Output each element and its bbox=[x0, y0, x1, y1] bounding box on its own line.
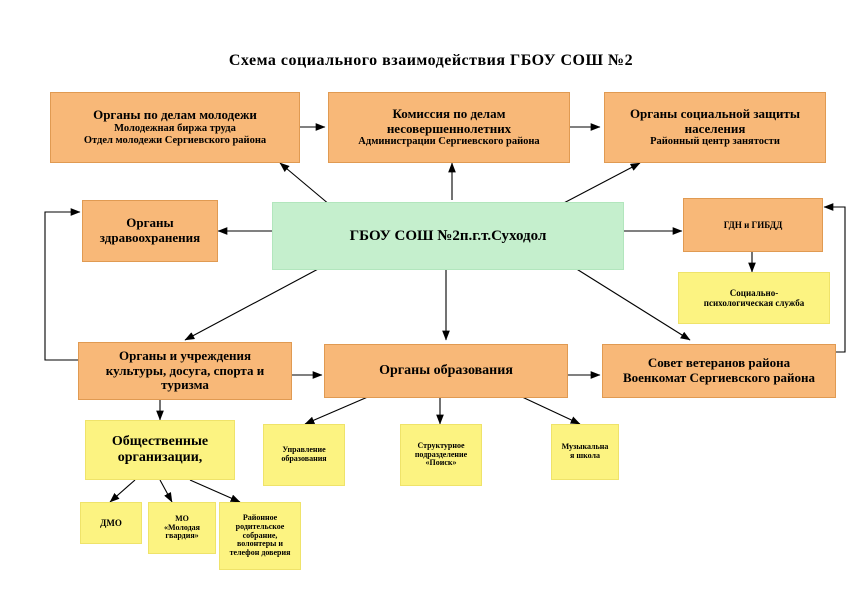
node-poisk-unit-line3: «Поиск» bbox=[425, 458, 457, 468]
node-education-dept-line1: Управление bbox=[282, 445, 326, 455]
node-culture-sport-line1: Органы и учреждения bbox=[119, 348, 251, 364]
node-social-protection[interactable] bbox=[604, 92, 826, 163]
node-psych-service[interactable] bbox=[678, 272, 830, 324]
node-parents-meeting-line5: телефон доверия bbox=[229, 548, 291, 558]
node-public-orgs[interactable] bbox=[85, 420, 235, 480]
node-dmo[interactable] bbox=[80, 502, 142, 544]
node-music-school-line1: Музыкальна bbox=[561, 442, 609, 452]
node-education-bodies[interactable] bbox=[324, 344, 568, 398]
node-veterans-council-line1: Совет ветеранов района bbox=[647, 355, 791, 371]
node-poisk-unit-line2: подразделение bbox=[414, 449, 468, 459]
node-gdn-gibdd-line1: ГДН и ГИБДД bbox=[723, 219, 783, 230]
node-young-guard-line2: «Молодая bbox=[164, 522, 200, 532]
node-public-orgs-line1: Общественные bbox=[111, 434, 209, 450]
node-parents-meeting[interactable] bbox=[219, 502, 301, 570]
node-psych-service-line2: психологическая служба bbox=[703, 298, 805, 308]
node-healthcare-line1: Органы bbox=[126, 215, 174, 231]
node-music-school-line2: я школа bbox=[570, 451, 600, 460]
node-parents-meeting-line4: волонтеры и bbox=[236, 539, 284, 549]
page-title: Схема социального взаимодействия ГБОУ СОШ №2 bbox=[228, 52, 634, 69]
node-healthcare[interactable] bbox=[82, 200, 218, 262]
node-culture-sport-line3: туризма bbox=[161, 377, 209, 393]
node-parents-meeting-line3: собрание, bbox=[242, 530, 278, 540]
node-young-guard-line3: гвардия» bbox=[165, 531, 199, 541]
node-young-guard[interactable] bbox=[148, 502, 216, 554]
node-parents-meeting-line1: Районное bbox=[242, 512, 278, 522]
node-psych-service-line1: Социально- bbox=[729, 287, 779, 298]
node-minors-commission-line3: Администрации Сергиевского района bbox=[358, 136, 540, 148]
node-healthcare-line2: здравоохранения bbox=[99, 230, 201, 245]
node-poisk-unit[interactable] bbox=[400, 424, 482, 486]
node-minors-commission-line1: Комиссия по делам bbox=[392, 106, 506, 122]
node-dmo-line1: ДМО bbox=[100, 517, 122, 528]
node-young-guard-line1: МО bbox=[175, 513, 189, 523]
node-social-protection-line2: населения bbox=[684, 120, 746, 136]
node-culture-sport[interactable] bbox=[78, 342, 292, 400]
node-public-orgs-line2: организации, bbox=[117, 450, 203, 465]
node-minors-commission-line2: несовершеннолетних bbox=[386, 120, 512, 136]
node-education-dept[interactable] bbox=[263, 424, 345, 486]
node-gdn-gibdd[interactable] bbox=[683, 198, 823, 252]
node-veterans-council-line2: Военкомат Сергиевского района bbox=[622, 370, 816, 385]
node-school-line1: ГБОУ СОШ №2п.г.т.Суходол bbox=[349, 227, 547, 244]
node-education-bodies-line1: Органы образования bbox=[379, 363, 513, 379]
node-culture-sport-line2: культуры, досуга, спорта и bbox=[105, 362, 265, 378]
node-social-protection-line1: Органы социальной защиты bbox=[629, 106, 801, 122]
node-poisk-unit-line1: Структурное bbox=[417, 440, 465, 450]
node-education-dept-line2: образования bbox=[281, 454, 327, 463]
node-minors-commission[interactable] bbox=[328, 92, 570, 163]
node-music-school[interactable] bbox=[551, 424, 619, 480]
node-parents-meeting-line2: родительское bbox=[235, 521, 285, 531]
node-youth-affairs-line1: Органы по делам молодежи bbox=[93, 107, 257, 123]
node-youth-affairs[interactable] bbox=[50, 92, 300, 163]
node-social-protection-line3: Районный центр занятости bbox=[650, 136, 780, 148]
node-youth-affairs-line2: Молодежная биржа труда bbox=[114, 123, 236, 135]
node-veterans-council[interactable] bbox=[602, 344, 836, 398]
node-youth-affairs-line3: Отдел молодежи Сергиевского района bbox=[83, 134, 267, 146]
node-school[interactable] bbox=[272, 202, 624, 270]
